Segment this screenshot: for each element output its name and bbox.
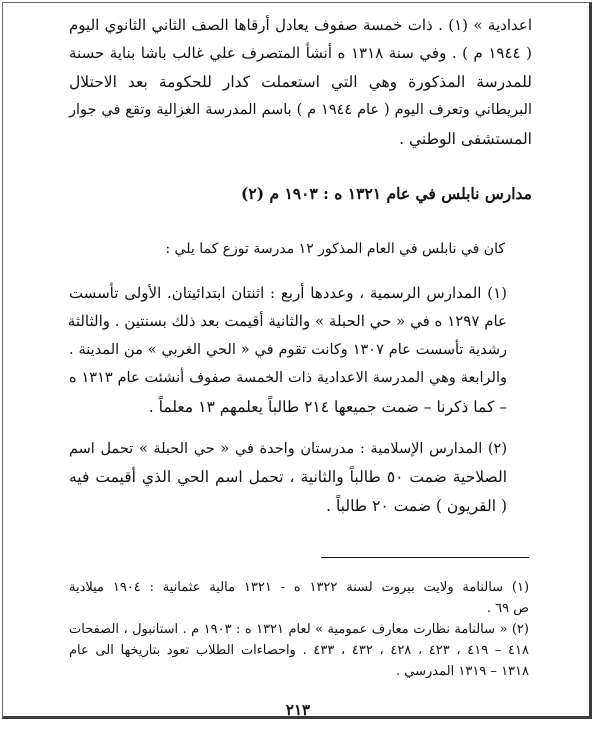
intro-paragraph [69, 11, 532, 153]
footnotes [69, 577, 529, 682]
text-line: ( ١٩٤٤ م ) . وفي سنة ١٣١٨ ه أنشأ المتصرف علي غالب باشا بناية حسنة [69, 44, 532, 63]
footnote-divider [321, 557, 529, 558]
text-line: الصلاحية ضمت ٥٠ طالباً والثانية ، تحمل اسم الحي الذي أقيمت فيه [69, 468, 508, 487]
lead-sentence: كان في نابلس في العام المذكور ١٢ مدرسة توزع كما يلي : [165, 241, 505, 257]
text-line: ( القريون ) ضمت ٢٠ طالباً . [326, 496, 507, 515]
footnote-line: ٤١٨ – ٤١٩ ، ٤٢٣ ، ٤٢٨ ، ٤٣٢ ، ٤٣٣ . واحصاءات الطلاب تعود بتاريخها الى عام [69, 643, 529, 658]
islamic-schools-paragraph [69, 435, 507, 520]
text-line: للمدرسة المذكورة وهي التي استعملت كدار للحكومة بعد الاحتلال [69, 72, 532, 91]
footnote-line: (٢) « سالنامة نظارت معارف عمومية » لعام ١٣٢١ ه : ١٩٠٣ م . استانبول ، الصفحات [69, 622, 529, 637]
text-line: (١) المدارس الرسمية ، وعددها أربع : اثنتان ابتدائيتان. الأولى تأسست [69, 284, 507, 302]
book-page [2, 2, 592, 719]
section-heading: مدارس نابلس في عام ١٣٢١ ه : ١٩٠٣ م (٢) [241, 184, 532, 203]
text-line: عام ١٢٩٧ ه في « حي الحبلة » والثانية أقيمت بعد ذلك بسنتين . والثالثة [67, 312, 507, 331]
text-line: البريطاني وتعرف اليوم ( عام ١٩٤٤ م ) باسم المدرسة الغزالية وتقع في جوار [69, 102, 532, 119]
text-line: اعدادية » (١) . ذات خمسة صفوف يعادل أرقاها الصف الثاني الثانوي اليوم [69, 16, 532, 34]
text-line: رشدية تأسست عام ١٣٠٧ وكانت تقوم في « الحي الغربي » من المدينة . [69, 341, 507, 358]
text-line: المستشفى الوطني . [399, 129, 532, 148]
footnote-line: ص ٦٩ . [486, 601, 529, 616]
footnote-line: (١) سالنامة ولايت بيروت لسنة ١٣٢٢ ه - ١٣٢١ مالية عثمانية : ١٩٠٤ ميلادية [69, 580, 530, 595]
text-line: (٢) المدارس الإسلامية : مدرستان واحدة في « حي الحبلة » تحمل اسم [69, 441, 507, 457]
footnote-line: ١٣١٨ – ١٣١٩ المدرسي . [396, 664, 529, 679]
official-schools-paragraph [69, 279, 507, 421]
text-line: – كما ذكرنا – ضمت جميعها ٢١٤ طالباً يعلمهم ١٣ معلماً . [148, 397, 507, 416]
page-number: ٢١٣ [285, 701, 311, 719]
text-line: والرابعة وهي المدرسة الاعدادية ذات الخمسة صفوف أنشئت عام ١٣١٣ ه [69, 370, 507, 387]
